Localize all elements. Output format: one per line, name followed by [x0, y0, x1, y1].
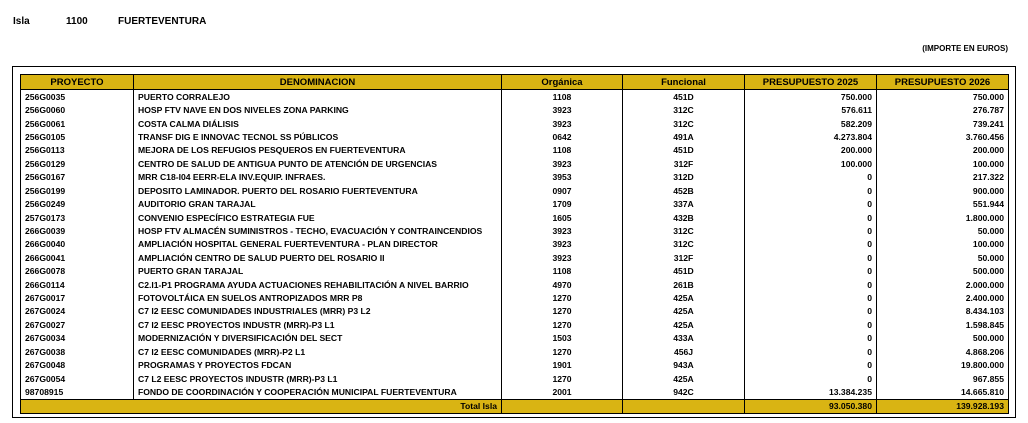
cell-presupuesto-2025: 750.000 [745, 90, 877, 104]
cell-presupuesto-2026: 200.000 [877, 144, 1009, 157]
cell-organica: 1709 [502, 197, 623, 210]
cell-presupuesto-2026: 900.000 [877, 184, 1009, 197]
cell-denominacion: MODERNIZACIÓN Y DIVERSIFICACIÓN DEL SECT [134, 332, 502, 345]
cell-funcional: 456J [623, 345, 745, 358]
table-row [21, 358, 1009, 371]
cell-presupuesto-2026: 100.000 [877, 238, 1009, 251]
cell-denominacion: AUDITORIO GRAN TARAJAL [134, 197, 502, 210]
table-row [21, 224, 1009, 237]
table-row [21, 103, 1009, 116]
cell-organica: 4970 [502, 278, 623, 291]
cell-denominacion: PUERTO CORRALEJO [134, 90, 502, 104]
cell-presupuesto-2026: 2.400.000 [877, 291, 1009, 304]
cell-funcional: 312C [623, 103, 745, 116]
cell-presupuesto-2026: 500.000 [877, 264, 1009, 277]
cell-denominacion: PROGRAMAS Y PROYECTOS FDCAN [134, 358, 502, 371]
cell-presupuesto-2026: 100.000 [877, 157, 1009, 170]
cell-presupuesto-2025: 0 [745, 318, 877, 331]
table-row [21, 264, 1009, 277]
cell-proyecto: 267G0038 [21, 345, 134, 358]
cell-presupuesto-2025: 4.273.804 [745, 130, 877, 143]
cell-presupuesto-2025: 0 [745, 224, 877, 237]
cell-denominacion: C7 I2 EESC COMUNIDADES INDUSTRIALES (MRR) P3 L2 [134, 305, 502, 318]
col-header-presupuesto-2026: PRESUPUESTO 2026 [877, 75, 1009, 90]
table-row [21, 332, 1009, 345]
cell-proyecto: 266G0041 [21, 251, 134, 264]
cell-proyecto: 256G0060 [21, 103, 134, 116]
cell-proyecto: 256G0129 [21, 157, 134, 170]
table-row [21, 144, 1009, 157]
cell-denominacion: C7 I2 EESC PROYECTOS INDUSTR (MRR)-P3 L1 [134, 318, 502, 331]
cell-denominacion: TRANSF DIG E INNOVAC TECNOL SS PÚBLICOS [134, 130, 502, 143]
total-2026: 139.928.193 [877, 399, 1009, 413]
cell-proyecto: 267G0027 [21, 318, 134, 331]
cell-organica: 1270 [502, 318, 623, 331]
table-row [21, 117, 1009, 130]
cell-presupuesto-2026: 1.800.000 [877, 211, 1009, 224]
cell-funcional: 433A [623, 332, 745, 345]
cell-denominacion: DEPOSITO LAMINADOR. PUERTO DEL ROSARIO FUERTEVENTURA [134, 184, 502, 197]
cell-funcional: 312C [623, 238, 745, 251]
cell-presupuesto-2025: 0 [745, 332, 877, 345]
total-2025: 93.050.380 [745, 399, 877, 413]
table-row [21, 318, 1009, 331]
cell-presupuesto-2026: 500.000 [877, 332, 1009, 345]
cell-presupuesto-2025: 0 [745, 211, 877, 224]
cell-denominacion: COSTA CALMA DIÁLISIS [134, 117, 502, 130]
cell-organica: 1270 [502, 305, 623, 318]
total-row [21, 399, 1009, 413]
cell-proyecto: 267G0034 [21, 332, 134, 345]
cell-proyecto: 266G0114 [21, 278, 134, 291]
cell-denominacion: C7 L2 EESC PROYECTOS INDUSTR (MRR)-P3 L1 [134, 372, 502, 385]
col-header-proyecto: PROYECTO [21, 75, 134, 90]
cell-presupuesto-2025: 0 [745, 372, 877, 385]
cell-presupuesto-2025: 100.000 [745, 157, 877, 170]
cell-organica: 3923 [502, 224, 623, 237]
total-blank-funcional [623, 399, 745, 413]
table-row [21, 238, 1009, 251]
cell-proyecto: 256G0249 [21, 197, 134, 210]
cell-presupuesto-2026: 217.322 [877, 171, 1009, 184]
cell-proyecto: 257G0173 [21, 211, 134, 224]
table-row [21, 211, 1009, 224]
cell-presupuesto-2026: 750.000 [877, 90, 1009, 104]
cell-funcional: 425A [623, 318, 745, 331]
cell-presupuesto-2026: 3.760.456 [877, 130, 1009, 143]
cell-organica: 0907 [502, 184, 623, 197]
cell-presupuesto-2025: 0 [745, 358, 877, 371]
cell-funcional: 312F [623, 251, 745, 264]
table-row [21, 291, 1009, 304]
cell-presupuesto-2025: 0 [745, 291, 877, 304]
table-row [21, 345, 1009, 358]
table-row [21, 197, 1009, 210]
cell-presupuesto-2025: 0 [745, 184, 877, 197]
cell-organica: 1108 [502, 264, 623, 277]
cell-presupuesto-2025: 582.209 [745, 117, 877, 130]
cell-proyecto: 256G0167 [21, 171, 134, 184]
cell-presupuesto-2025: 0 [745, 305, 877, 318]
cell-presupuesto-2025: 0 [745, 345, 877, 358]
cell-proyecto: 256G0035 [21, 90, 134, 104]
cell-funcional: 432B [623, 211, 745, 224]
island-name: FUERTEVENTURA [118, 16, 207, 27]
cell-presupuesto-2025: 0 [745, 171, 877, 184]
cell-funcional: 337A [623, 197, 745, 210]
cell-proyecto: 98708915 [21, 385, 134, 399]
cell-presupuesto-2026: 8.434.103 [877, 305, 1009, 318]
cell-organica: 3923 [502, 251, 623, 264]
cell-funcional: 312D [623, 171, 745, 184]
cell-funcional: 491A [623, 130, 745, 143]
cell-organica: 1108 [502, 144, 623, 157]
cell-presupuesto-2025: 0 [745, 197, 877, 210]
cell-presupuesto-2026: 276.787 [877, 103, 1009, 116]
cell-proyecto: 267G0024 [21, 305, 134, 318]
cell-denominacion: MRR C18-I04 EERR-ELA INV.EQUIP. INFRAES. [134, 171, 502, 184]
cell-funcional: 312C [623, 117, 745, 130]
island-label: Isla [13, 16, 30, 27]
col-header-denominacion: DENOMINACION [134, 75, 502, 90]
budget-table [20, 74, 1009, 414]
cell-funcional: 451D [623, 264, 745, 277]
cell-denominacion: FONDO DE COORDINACIÓN Y COOPERACIÓN MUNICIPAL FUERTEVENTURA [134, 385, 502, 399]
cell-funcional: 942C [623, 385, 745, 399]
cell-denominacion: HOSP FTV NAVE EN DOS NIVELES ZONA PARKING [134, 103, 502, 116]
cell-denominacion: PUERTO GRAN TARAJAL [134, 264, 502, 277]
table-row [21, 90, 1009, 104]
cell-presupuesto-2026: 50.000 [877, 224, 1009, 237]
currency-note: (IMPORTE EN EUROS) [922, 44, 1008, 53]
cell-proyecto: 256G0113 [21, 144, 134, 157]
cell-organica: 1270 [502, 345, 623, 358]
cell-denominacion: CENTRO DE SALUD DE ANTIGUA PUNTO DE ATENCIÓN DE URGENCIAS [134, 157, 502, 170]
cell-proyecto: 256G0105 [21, 130, 134, 143]
cell-organica: 2001 [502, 385, 623, 399]
cell-proyecto: 267G0054 [21, 372, 134, 385]
cell-presupuesto-2025: 576.611 [745, 103, 877, 116]
table-row [21, 372, 1009, 385]
total-blank-organica [502, 399, 623, 413]
cell-presupuesto-2025: 0 [745, 278, 877, 291]
cell-funcional: 425A [623, 305, 745, 318]
cell-organica: 1108 [502, 90, 623, 104]
cell-funcional: 425A [623, 372, 745, 385]
cell-presupuesto-2026: 551.944 [877, 197, 1009, 210]
island-code: 1100 [66, 16, 88, 27]
cell-presupuesto-2025: 0 [745, 264, 877, 277]
cell-presupuesto-2025: 13.384.235 [745, 385, 877, 399]
table-header-row [21, 75, 1009, 90]
cell-presupuesto-2025: 0 [745, 238, 877, 251]
total-label: Total Isla [21, 399, 502, 413]
cell-organica: 1270 [502, 372, 623, 385]
cell-presupuesto-2026: 2.000.000 [877, 278, 1009, 291]
cell-denominacion: CONVENIO ESPECÍFICO ESTRATEGIA FUE [134, 211, 502, 224]
cell-proyecto: 267G0048 [21, 358, 134, 371]
cell-organica: 1503 [502, 332, 623, 345]
cell-presupuesto-2025: 200.000 [745, 144, 877, 157]
cell-funcional: 943A [623, 358, 745, 371]
cell-funcional: 312F [623, 157, 745, 170]
table-row [21, 171, 1009, 184]
cell-denominacion: MEJORA DE LOS REFUGIOS PESQUEROS EN FUERTEVENTURA [134, 144, 502, 157]
table-row [21, 157, 1009, 170]
cell-proyecto: 267G0017 [21, 291, 134, 304]
cell-denominacion: AMPLIACIÓN CENTRO DE SALUD PUERTO DEL ROSARIO II [134, 251, 502, 264]
cell-organica: 3923 [502, 103, 623, 116]
table-row [21, 251, 1009, 264]
cell-denominacion: FOTOVOLTÁICA EN SUELOS ANTROPIZADOS MRR P8 [134, 291, 502, 304]
table-row [21, 385, 1009, 399]
cell-funcional: 452B [623, 184, 745, 197]
cell-organica: 1270 [502, 291, 623, 304]
cell-presupuesto-2025: 0 [745, 251, 877, 264]
cell-presupuesto-2026: 739.241 [877, 117, 1009, 130]
cell-proyecto: 256G0061 [21, 117, 134, 130]
cell-proyecto: 266G0039 [21, 224, 134, 237]
cell-denominacion: HOSP FTV ALMACÉN SUMINISTROS - TECHO, EVACUACIÓN Y CONTRAINCENDIOS [134, 224, 502, 237]
cell-proyecto: 266G0078 [21, 264, 134, 277]
cell-organica: 0642 [502, 130, 623, 143]
cell-organica: 3953 [502, 171, 623, 184]
cell-presupuesto-2026: 1.598.845 [877, 318, 1009, 331]
cell-funcional: 451D [623, 144, 745, 157]
cell-presupuesto-2026: 19.800.000 [877, 358, 1009, 371]
table-row [21, 278, 1009, 291]
cell-presupuesto-2026: 50.000 [877, 251, 1009, 264]
cell-funcional: 312C [623, 224, 745, 237]
cell-denominacion: C2.I1-P1 PROGRAMA AYUDA ACTUACIONES REHABILITACIÓN A NIVEL BARRIO [134, 278, 502, 291]
cell-organica: 3923 [502, 117, 623, 130]
cell-funcional: 451D [623, 90, 745, 104]
cell-proyecto: 256G0199 [21, 184, 134, 197]
table-row [21, 305, 1009, 318]
col-header-presupuesto-2025: PRESUPUESTO 2025 [745, 75, 877, 90]
cell-presupuesto-2026: 4.868.206 [877, 345, 1009, 358]
table-row [21, 184, 1009, 197]
cell-organica: 1901 [502, 358, 623, 371]
cell-denominacion: AMPLIACIÓN HOSPITAL GENERAL FUERTEVENTURA - PLAN DIRECTOR [134, 238, 502, 251]
cell-organica: 3923 [502, 157, 623, 170]
cell-presupuesto-2026: 14.665.810 [877, 385, 1009, 399]
cell-proyecto: 266G0040 [21, 238, 134, 251]
cell-organica: 1605 [502, 211, 623, 224]
table-row [21, 130, 1009, 143]
col-header-organica: Orgánica [502, 75, 623, 90]
cell-funcional: 261B [623, 278, 745, 291]
cell-funcional: 425A [623, 291, 745, 304]
cell-denominacion: C7 I2 EESC COMUNIDADES (MRR)-P2 L1 [134, 345, 502, 358]
cell-organica: 3923 [502, 238, 623, 251]
col-header-funcional: Funcional [623, 75, 745, 90]
cell-presupuesto-2026: 967.855 [877, 372, 1009, 385]
